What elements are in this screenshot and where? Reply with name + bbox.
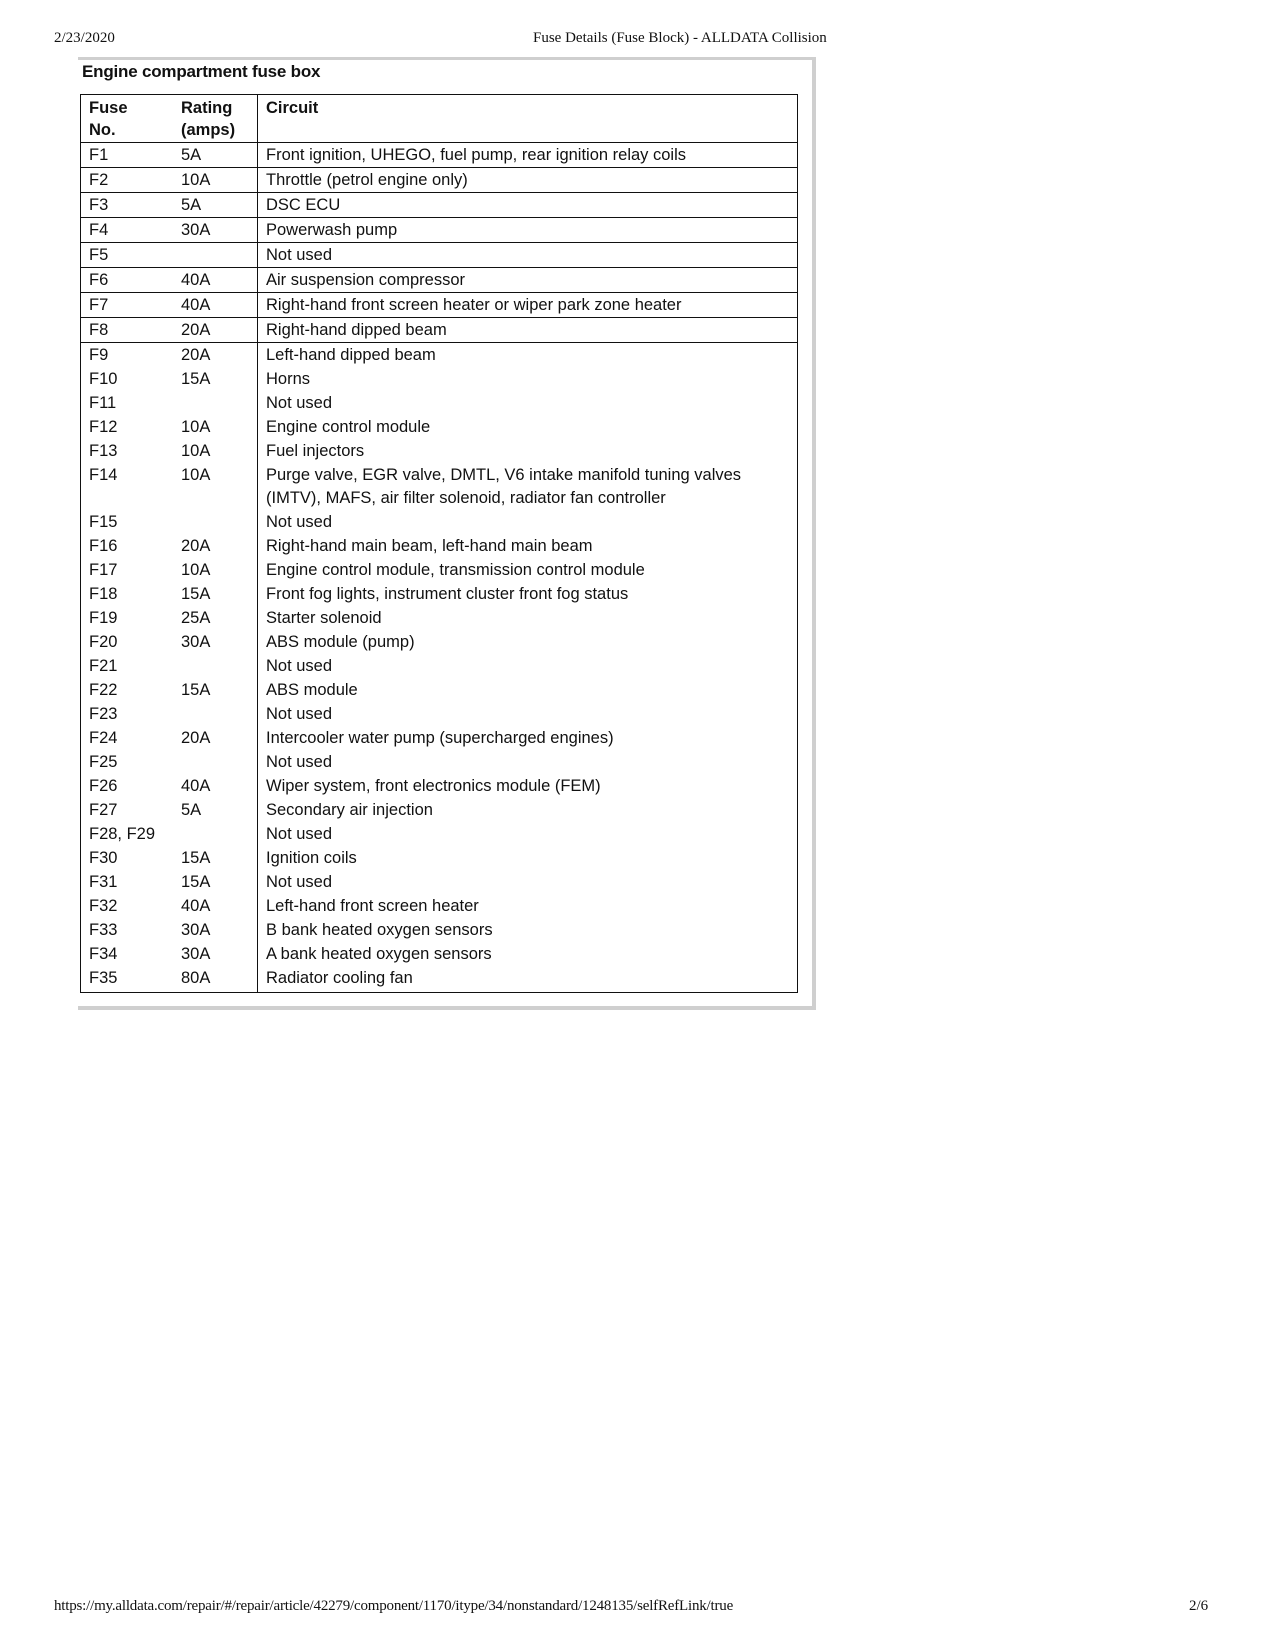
table-row bbox=[81, 798, 798, 822]
fuse-no-cell: F8 bbox=[89, 321, 109, 339]
table-row bbox=[81, 966, 798, 993]
rating-cell: 15A bbox=[181, 585, 211, 603]
table-row bbox=[81, 702, 798, 726]
rating-cell: 10A bbox=[181, 561, 211, 579]
circuit-cell: Not used bbox=[258, 750, 798, 774]
circuit-cell: Secondary air injection bbox=[258, 798, 798, 822]
table-row bbox=[81, 168, 798, 193]
fuse-no-cell: F33 bbox=[89, 921, 118, 939]
fuse-no-cell: F4 bbox=[89, 221, 109, 239]
table-row bbox=[81, 846, 798, 870]
circuit-cell: DSC ECU bbox=[258, 193, 798, 218]
circuit-cell: Front fog lights, instrument cluster front fog status bbox=[258, 582, 798, 606]
circuit-cell: Intercooler water pump (supercharged engines) bbox=[258, 726, 798, 750]
rating-cell: 15A bbox=[181, 873, 211, 891]
fuse-no-cell: F9 bbox=[89, 346, 109, 364]
rating-cell: 40A bbox=[181, 777, 211, 795]
circuit-cell: Not used bbox=[258, 391, 798, 415]
rating-cell: 30A bbox=[181, 633, 211, 651]
fuse-no-cell: F13 bbox=[89, 442, 118, 460]
fuse-no-cell: F10 bbox=[89, 370, 118, 388]
table-row bbox=[81, 942, 798, 966]
table-row bbox=[81, 726, 798, 750]
table-row bbox=[81, 218, 798, 243]
fuse-no-cell: F18 bbox=[89, 585, 118, 603]
circuit-cell: Engine control module, transmission control module bbox=[258, 558, 798, 582]
circuit-cell: Horns bbox=[258, 367, 798, 391]
circuit-cell: Purge valve, EGR valve, DMTL, V6 intake manifold tuning valves (IMTV), MAFS, air filter solenoid, radiator fan controller bbox=[258, 463, 798, 510]
fuse-no-cell: F14 bbox=[89, 466, 118, 484]
fuse-no-cell: F16 bbox=[89, 537, 118, 555]
fuse-no-cell: F19 bbox=[89, 609, 118, 627]
circuit-cell: Right-hand dipped beam bbox=[258, 318, 798, 343]
rating-cell bbox=[173, 243, 258, 268]
rating-cell: 80A bbox=[181, 969, 211, 987]
fuse-no-cell: F15 bbox=[89, 513, 118, 531]
table-row bbox=[81, 463, 798, 510]
column-header-circuit: Circuit bbox=[258, 95, 798, 143]
table-header-row bbox=[81, 95, 798, 143]
table-row bbox=[81, 293, 798, 318]
circuit-cell: Engine control module bbox=[258, 415, 798, 439]
figure-title: Engine compartment fuse box bbox=[82, 62, 321, 81]
table-row bbox=[81, 268, 798, 293]
fuse-no-cell: F6 bbox=[89, 271, 109, 289]
circuit-cell: Throttle (petrol engine only) bbox=[258, 168, 798, 193]
fuse-no-cell: F27 bbox=[89, 801, 118, 819]
table-row bbox=[81, 654, 798, 678]
rating-cell: 5A bbox=[181, 146, 202, 164]
fuse-no-cell: F30 bbox=[89, 849, 118, 867]
table-row bbox=[81, 391, 798, 415]
rating-cell: 5A bbox=[181, 801, 202, 819]
fuse-table bbox=[80, 94, 798, 993]
table-row bbox=[81, 606, 798, 630]
rating-cell bbox=[173, 391, 258, 415]
rating-cell: 25A bbox=[181, 609, 211, 627]
circuit-cell: Fuel injectors bbox=[258, 439, 798, 463]
fuse-no-cell: F31 bbox=[89, 873, 118, 891]
print-footer bbox=[0, 1598, 1275, 1618]
rating-cell: 30A bbox=[181, 945, 211, 963]
fuse-no-cell: F24 bbox=[89, 729, 118, 747]
circuit-cell: ABS module bbox=[258, 678, 798, 702]
fuse-no-cell: F2 bbox=[89, 171, 109, 189]
circuit-cell: A bank heated oxygen sensors bbox=[258, 942, 798, 966]
fuse-no-cell: F25 bbox=[89, 753, 118, 771]
rating-cell: 30A bbox=[181, 221, 211, 239]
circuit-cell: B bank heated oxygen sensors bbox=[258, 918, 798, 942]
table-row bbox=[81, 510, 798, 534]
table-row bbox=[81, 439, 798, 463]
rating-cell: 20A bbox=[181, 346, 211, 364]
rating-cell: 10A bbox=[181, 418, 211, 436]
table-row bbox=[81, 415, 798, 439]
table-row bbox=[81, 558, 798, 582]
rating-cell: 15A bbox=[181, 370, 211, 388]
circuit-cell: Right-hand main beam, left-hand main beam bbox=[258, 534, 798, 558]
fuse-no-cell: F32 bbox=[89, 897, 118, 915]
rating-cell: 40A bbox=[181, 271, 211, 289]
rating-cell: 30A bbox=[181, 921, 211, 939]
rating-cell: 20A bbox=[181, 537, 211, 555]
circuit-cell: Not used bbox=[258, 243, 798, 268]
fuse-no-cell: F1 bbox=[89, 146, 109, 164]
fuse-no-cell: F17 bbox=[89, 561, 118, 579]
rating-cell bbox=[173, 510, 258, 534]
column-header-fuse-line2: No. bbox=[89, 121, 116, 139]
fuse-no-cell: F22 bbox=[89, 681, 118, 699]
page-number: 2/6 bbox=[1189, 1598, 1209, 1614]
rating-cell bbox=[173, 654, 258, 678]
table-row bbox=[81, 343, 798, 368]
table-row bbox=[81, 918, 798, 942]
table-row bbox=[81, 678, 798, 702]
print-header bbox=[0, 30, 1275, 50]
circuit-cell: Left-hand front screen heater bbox=[258, 894, 798, 918]
fuse-no-cell: F5 bbox=[89, 246, 109, 264]
column-header-fuse-no bbox=[81, 95, 174, 143]
circuit-cell: Starter solenoid bbox=[258, 606, 798, 630]
rating-cell bbox=[173, 702, 258, 726]
rating-cell: 20A bbox=[181, 729, 211, 747]
table-row bbox=[81, 243, 798, 268]
column-header-fuse-line1: Fuse bbox=[89, 99, 128, 117]
circuit-cell: Wiper system, front electronics module (FEM) bbox=[258, 774, 798, 798]
fuse-no-cell: F21 bbox=[89, 657, 118, 675]
fuse-no-cell: F34 bbox=[89, 945, 118, 963]
circuit-cell: Not used bbox=[258, 654, 798, 678]
circuit-cell: Ignition coils bbox=[258, 846, 798, 870]
rating-cell: 10A bbox=[181, 466, 211, 484]
rating-cell: 40A bbox=[181, 296, 211, 314]
rating-cell: 15A bbox=[181, 849, 211, 867]
circuit-cell: Radiator cooling fan bbox=[258, 966, 798, 993]
rating-cell: 5A bbox=[181, 196, 202, 214]
column-header-rating bbox=[173, 95, 258, 143]
page-url: https://my.alldata.com/repair/#/repair/article/42279/component/1170/itype/34/nonstandard/1248135/selfRefLink/true bbox=[54, 1598, 734, 1614]
rating-cell: 40A bbox=[181, 897, 211, 915]
circuit-cell: Right-hand front screen heater or wiper park zone heater bbox=[258, 293, 798, 318]
circuit-cell: Not used bbox=[258, 822, 798, 846]
circuit-cell: ABS module (pump) bbox=[258, 630, 798, 654]
rating-cell: 20A bbox=[181, 321, 211, 339]
column-header-rating-line2: (amps) bbox=[181, 121, 236, 139]
table-row bbox=[81, 774, 798, 798]
table-row bbox=[81, 193, 798, 218]
circuit-cell: Air suspension compressor bbox=[258, 268, 798, 293]
fuse-no-cell: F28, F29 bbox=[89, 825, 156, 843]
table-row bbox=[81, 534, 798, 558]
fuse-no-cell: F7 bbox=[89, 296, 109, 314]
circuit-cell: Not used bbox=[258, 510, 798, 534]
table-row bbox=[81, 870, 798, 894]
table-row bbox=[81, 582, 798, 606]
circuit-cell: Not used bbox=[258, 870, 798, 894]
table-row bbox=[81, 318, 798, 343]
rating-cell: 10A bbox=[181, 442, 211, 460]
circuit-cell: Not used bbox=[258, 702, 798, 726]
rating-cell: 10A bbox=[181, 171, 211, 189]
table-row bbox=[81, 822, 798, 846]
rating-cell bbox=[173, 750, 258, 774]
page-title: Fuse Details (Fuse Block) - ALLDATA Collision bbox=[533, 30, 827, 46]
circuit-cell: Powerwash pump bbox=[258, 218, 798, 243]
fuse-no-cell: F12 bbox=[89, 418, 118, 436]
fuse-no-cell: F23 bbox=[89, 705, 118, 723]
circuit-cell: Front ignition, UHEGO, fuel pump, rear ignition relay coils bbox=[258, 143, 798, 168]
fuse-no-cell: F11 bbox=[89, 394, 117, 412]
fuse-no-cell: F20 bbox=[89, 633, 118, 651]
table-row bbox=[81, 894, 798, 918]
rating-cell: 15A bbox=[181, 681, 211, 699]
fuse-no-cell: F3 bbox=[89, 196, 109, 214]
fuse-no-cell: F35 bbox=[89, 969, 118, 987]
table-row bbox=[81, 143, 798, 168]
circuit-cell: Left-hand dipped beam bbox=[258, 343, 798, 368]
rating-cell bbox=[173, 822, 258, 846]
fuse-no-cell: F26 bbox=[89, 777, 118, 795]
print-date: 2/23/2020 bbox=[54, 30, 115, 46]
fuse-table-body bbox=[81, 143, 798, 993]
column-header-rating-line1: Rating bbox=[181, 99, 233, 117]
table-row bbox=[81, 367, 798, 391]
table-row bbox=[81, 630, 798, 654]
table-row bbox=[81, 750, 798, 774]
